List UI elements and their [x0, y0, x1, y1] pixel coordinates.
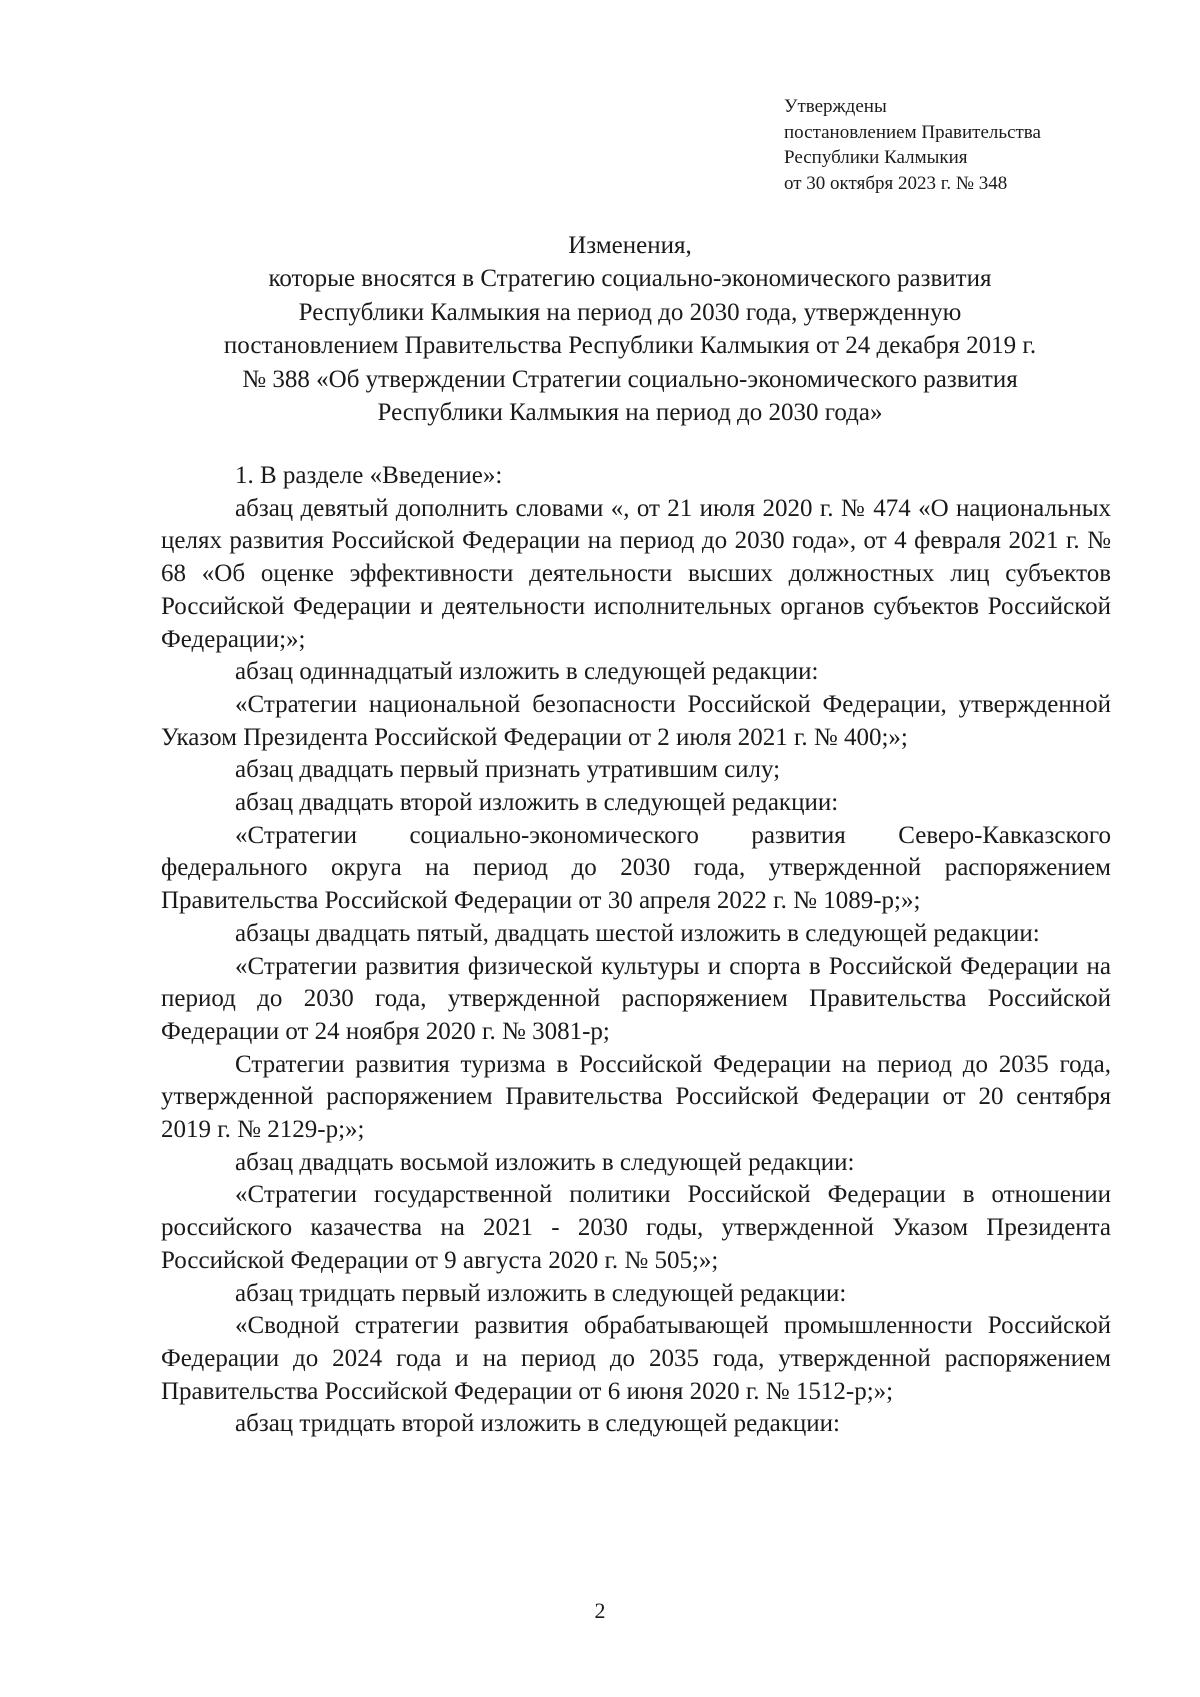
paragraph: «Стратегии национальной безопасности Российской Федерации, утвержденной Указом Президента Российской Федерации от 2 июля 2021 г. № 400;»; [161, 690, 1111, 751]
approval-line: постановлением Правительства [784, 121, 1041, 143]
paragraph: «Сводной стратегии развития обрабатывающей промышленности Российской Федерации до 2024 года и на период до 2035 года, утвержденной распоряжением Правительства Российской Федерации от 6 июня 2020 г. № 1512-р;»; [161, 1312, 1111, 1405]
paragraph: абзац двадцать первый признать утратившим силу; [235, 756, 781, 784]
approval-stamp [784, 94, 1041, 196]
document-title [150, 229, 1110, 429]
title-line: Изменения, [568, 232, 692, 259]
paragraph: абзац девятый дополнить словами «, от 21 июля 2020 г. № 474 «О национальных целях развития Российской Федерации на период до 2030 года», от 4 февраля 2021 г. № 68 «Об оценке эффективности деятельности высших должностных лиц субъектов Российской Федерации и деятельности исполнительных органов субъектов Российской Федерации;»; [161, 494, 1111, 653]
approval-line: Утверждены [784, 96, 887, 117]
approval-line: Республики Калмыкия [784, 147, 968, 168]
paragraph: «Стратегии развития физической культуры и спорта в Российской Федерации на период до 2030 года, утвержденной распоряжением Правительства Российской Федерации от 24 ноября 2020 г. № 3081-р; [161, 952, 1111, 1045]
paragraph: абзац тридцать второй изложить в следующей редакции: [235, 1410, 840, 1438]
document-body [161, 460, 1111, 1441]
paragraph: «Стратегии государственной политики Российской Федерации в отношении российского казачества на 2021 - 2030 годы, утвержденной Указом Президента Российской Федерации от 9 августа 2020 г. № 505;»; [161, 1181, 1111, 1274]
title-line: постановлением Правительства Республики Калмыкия от 24 декабря 2019 г. [223, 332, 1037, 360]
page-number: 2 [594, 1598, 606, 1623]
title-line: Республики Калмыкия на период до 2030 года» [377, 399, 883, 427]
paragraph: Стратегии развития туризма в Российской Федерации на период до 2035 года, утвержденной распоряжением Правительства Российской Федерации от 20 сентября 2019 г. № 2129-р;»; [161, 1050, 1111, 1144]
paragraph: «Стратегии социально-экономического развития Северо-Кавказского федерального округа на период до 2030 года, утвержденной распоряжением Правительства Российской Федерации от 30 апреля 2022 г. № 1089-р;»; [161, 821, 1111, 915]
title-line: № 388 «Об утверждении Стратегии социально-экономического развития [242, 365, 1018, 393]
title-line: которые вносятся в Стратегию социально-экономического развития [268, 265, 992, 293]
paragraph: абзац одиннадцатый изложить в следующей редакции: [235, 658, 819, 686]
paragraph: 1. В разделе «Введение»: [235, 462, 503, 489]
paragraph: абзацы двадцать пятый, двадцать шестой изложить в следующей редакции: [235, 919, 1040, 947]
paragraph: абзац двадцать второй изложить в следующей редакции: [235, 789, 839, 817]
paragraph: абзац тридцать первый изложить в следующей редакции: [235, 1279, 847, 1307]
paragraph: абзац двадцать восьмой изложить в следующей редакции: [235, 1148, 855, 1176]
approval-line: от 30 октября 2023 г. № 348 [784, 172, 1008, 194]
title-line: Республики Калмыкия на период до 2030 года, утвержденную [298, 298, 962, 326]
